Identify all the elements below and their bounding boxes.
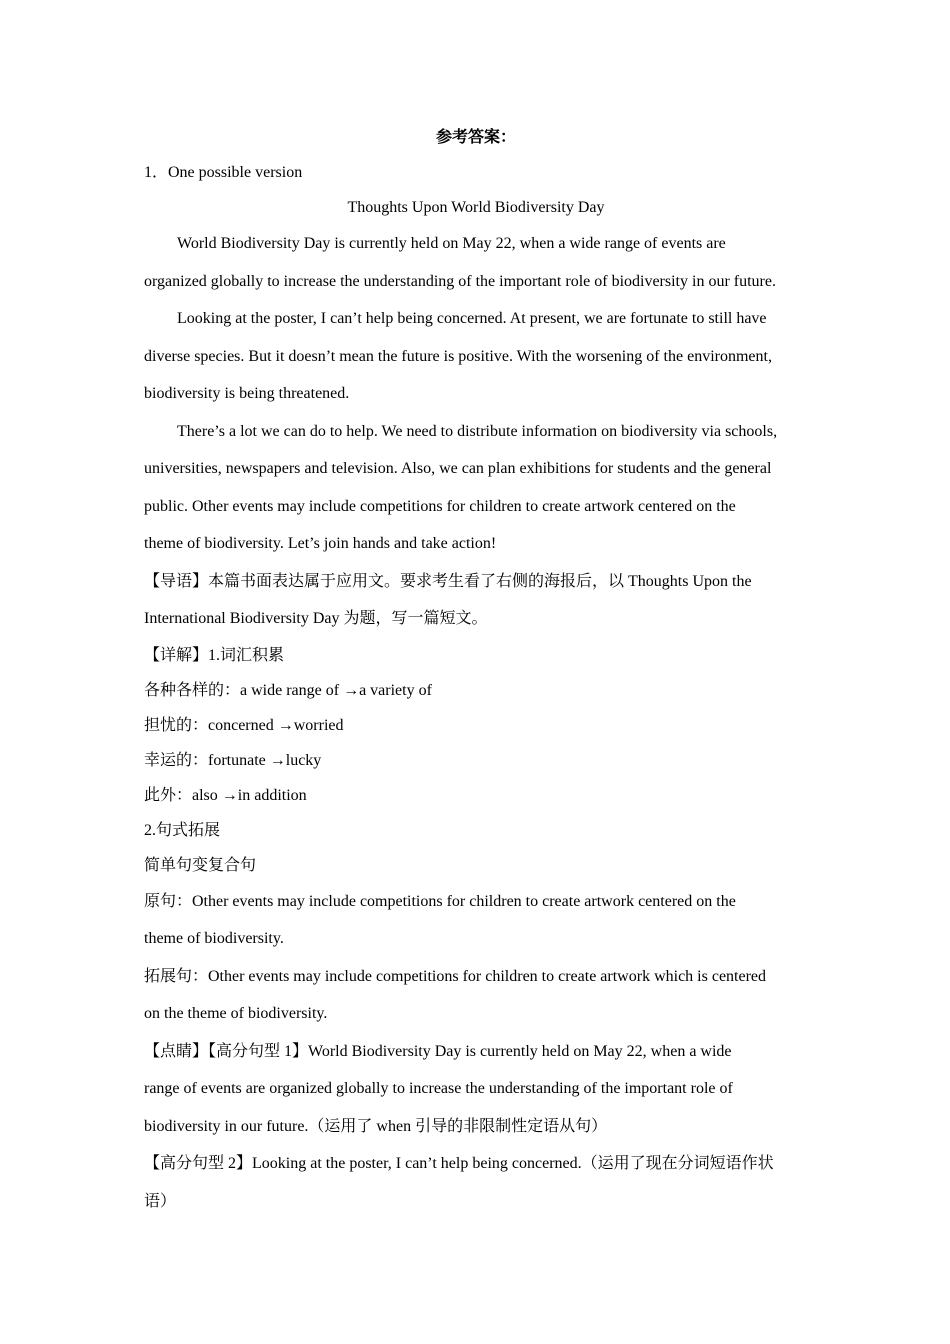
expanded-sentence-cont: on the theme of biodiversity. (144, 1005, 328, 1022)
detail-section (144, 638, 808, 1033)
essay-paragraph-2 (144, 300, 808, 413)
text-line: universities, newspapers and television. Also, we can plan exhibitions for students and the general (144, 460, 772, 477)
text-line: biodiversity is being threatened. (144, 385, 350, 402)
expanded-sentence: 拓展句：Other events may include competitions for children to create artwork which is centered (144, 967, 767, 985)
text-line: 语） (144, 1192, 177, 1210)
essay-title: Thoughts Upon World Biodiversity Day (347, 199, 605, 216)
text-line: World Biodiversity Day is currently held on May 22, when a wide range of events are (177, 235, 726, 252)
text-line: There’s a lot we can do to help. We need to distribute information on biodiversity via schools, (177, 422, 778, 440)
highlight-sentence-1: 【点睛】【高分句型 1】World Biodiversity Day is currently held on May 22, when a wide (144, 1042, 732, 1060)
essay-paragraph-1 (144, 225, 808, 300)
text-line: organized globally to increase the understanding of the important role of biodiversity in our future. (144, 272, 776, 290)
vocab-item: 幸运的：fortunate →lucky (144, 751, 322, 769)
text-line: Looking at the poster, I can’t help being concerned. At present, we are fortunate to still have (177, 310, 767, 327)
highlights-section (144, 1033, 808, 1221)
text-line: public. Other events may include competitions for children to create artwork centered on the (144, 497, 736, 515)
vocab-item: 此外：also →in addition (144, 786, 307, 804)
text-line: range of events are organized globally to increase the understanding of the important role of (144, 1080, 733, 1097)
guide-section (144, 563, 808, 638)
text-line: International Biodiversity Day 为题，写一篇短文。 (144, 610, 488, 627)
text-line: theme of biodiversity. Let’s join hands and take action! (144, 535, 497, 552)
original-sentence: 原句：Other events may include competitions for children to create artwork centered on the (144, 892, 736, 910)
vocab-item: 担忧的：concerned →worried (144, 716, 344, 734)
text-line: biodiversity in our future.（运用了 when 引导的非限制性定语从句） (144, 1117, 608, 1135)
sentence-subheading: 简单句变复合句 (144, 856, 257, 874)
detail-heading: 【详解】1.词汇积累 (144, 646, 285, 664)
highlight-sentence-2: 【高分句型 2】Looking at the poster, I can’t help being concerned.（运用了现在分词短语作状 (144, 1155, 774, 1172)
text-line: 【导语】本篇书面表达属于应用文。要求考生看了右侧的海报后，以 Thoughts Upon the (144, 572, 752, 590)
sentence-heading: 2.句式拓展 (144, 821, 221, 839)
essay-paragraph-3 (144, 413, 808, 563)
document-page (144, 120, 808, 1220)
item-number: 1．One possible version (144, 164, 303, 181)
text-line: diverse species. But it doesn’t mean the future is positive. With the worsening of the environment, (144, 347, 772, 365)
original-sentence-cont: theme of biodiversity. (144, 930, 284, 947)
vocab-item: 各种各样的：a wide range of →a variety of (144, 681, 432, 699)
answer-heading: 参考答案： (435, 129, 516, 146)
